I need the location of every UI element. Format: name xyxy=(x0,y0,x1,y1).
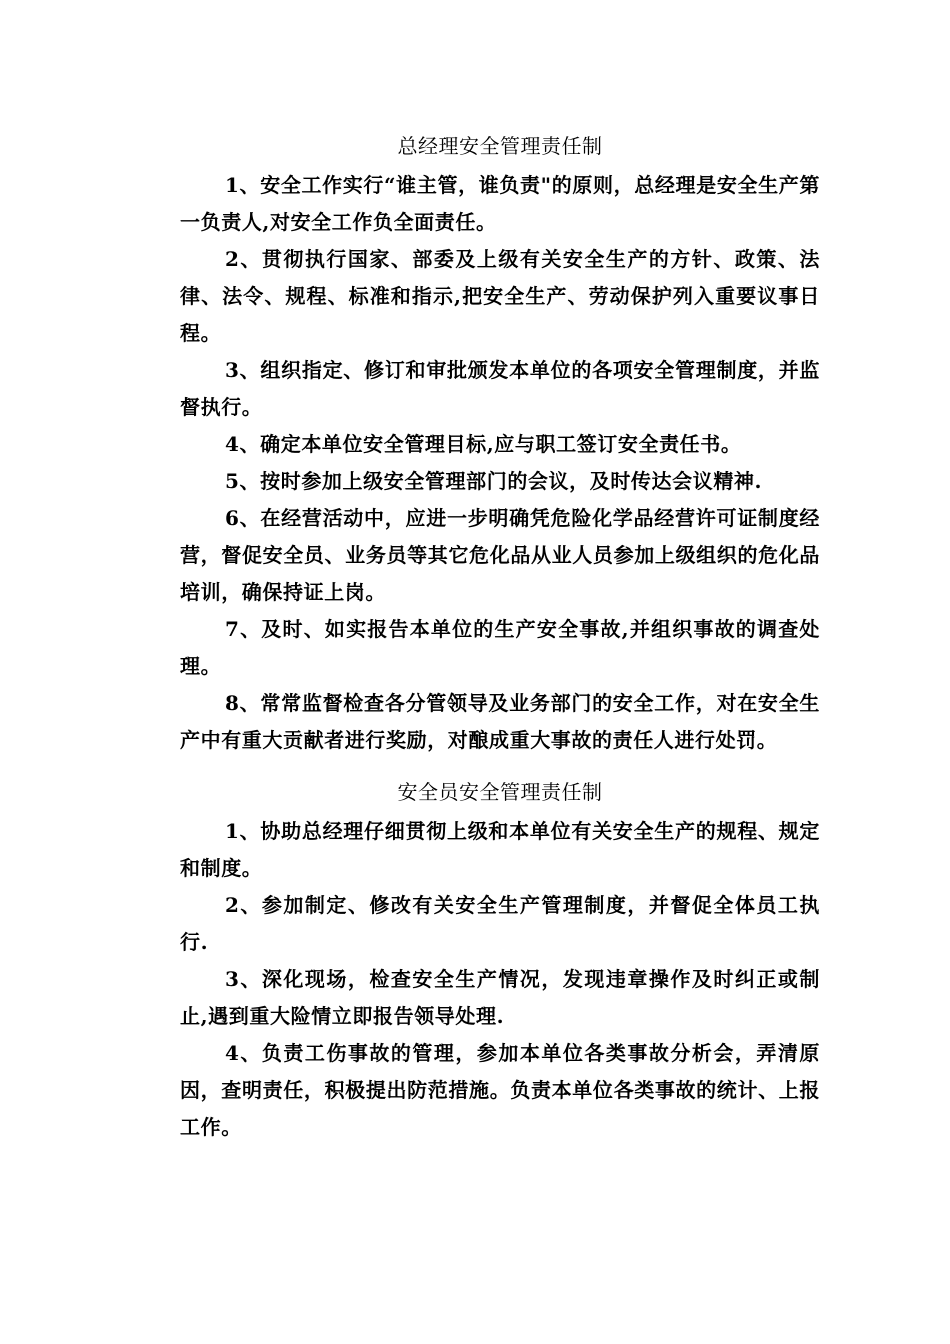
section-general-manager xyxy=(180,127,820,759)
paragraph: 5、按时参加上级安全管理部门的会议，及时传达会议精神. xyxy=(225,469,763,493)
paragraph: 3、深化现场，检查安全生产情况，发现违章操作及时纠正或制止,遇到重大险情立即报告领导处理. xyxy=(180,967,820,1028)
paragraph: 2、参加制定、修改有关安全生产管理制度，并督促全体员工执行. xyxy=(180,893,820,954)
paragraph: 1、协助总经理仔细贯彻上级和本单位有关安全生产的规程、规定和制度。 xyxy=(180,819,820,880)
paragraph: 4、确定本单位安全管理目标,应与职工签订安全责任书。 xyxy=(225,432,742,456)
section-title: 总经理安全管理责任制 xyxy=(397,134,603,158)
paragraph: 6、在经营活动中，应进一步明确凭危险化学品经营许可证制度经营，督促安全员、业务员等其它危化品从业人员参加上级组织的危化品培训，确保持证上岗。 xyxy=(180,506,820,604)
paragraph: 7、及时、如实报告本单位的生产安全事故,并组织事故的调查处理。 xyxy=(180,617,820,678)
document-page xyxy=(180,127,820,1146)
paragraph: 1、安全工作实行“谁主管，谁负责"的原则，总经理是安全生产第一负责人,对安全工作负全面责任。 xyxy=(180,173,820,234)
section-title: 安全员安全管理责任制 xyxy=(397,780,603,804)
paragraph: 3、组织指定、修订和审批颁发本单位的各项安全管理制度，并监督执行。 xyxy=(180,358,820,419)
paragraph: 4、负责工伤事故的管理，参加本单位各类事故分析会，弄清原因，查明责任，积极提出防范措施。负责本单位各类事故的统计、上报工作。 xyxy=(180,1041,820,1139)
section-safety-officer xyxy=(180,773,820,1146)
paragraph: 8、常常监督检查各分管领导及业务部门的安全工作，对在安全生产中有重大贡献者进行奖励，对酿成重大事故的责任人进行处罚。 xyxy=(180,691,820,752)
paragraph: 2、贯彻执行国家、部委及上级有关安全生产的方针、政策、法律、法令、规程、标准和指示,把安全生产、劳动保护列入重要议事日程。 xyxy=(180,247,820,345)
